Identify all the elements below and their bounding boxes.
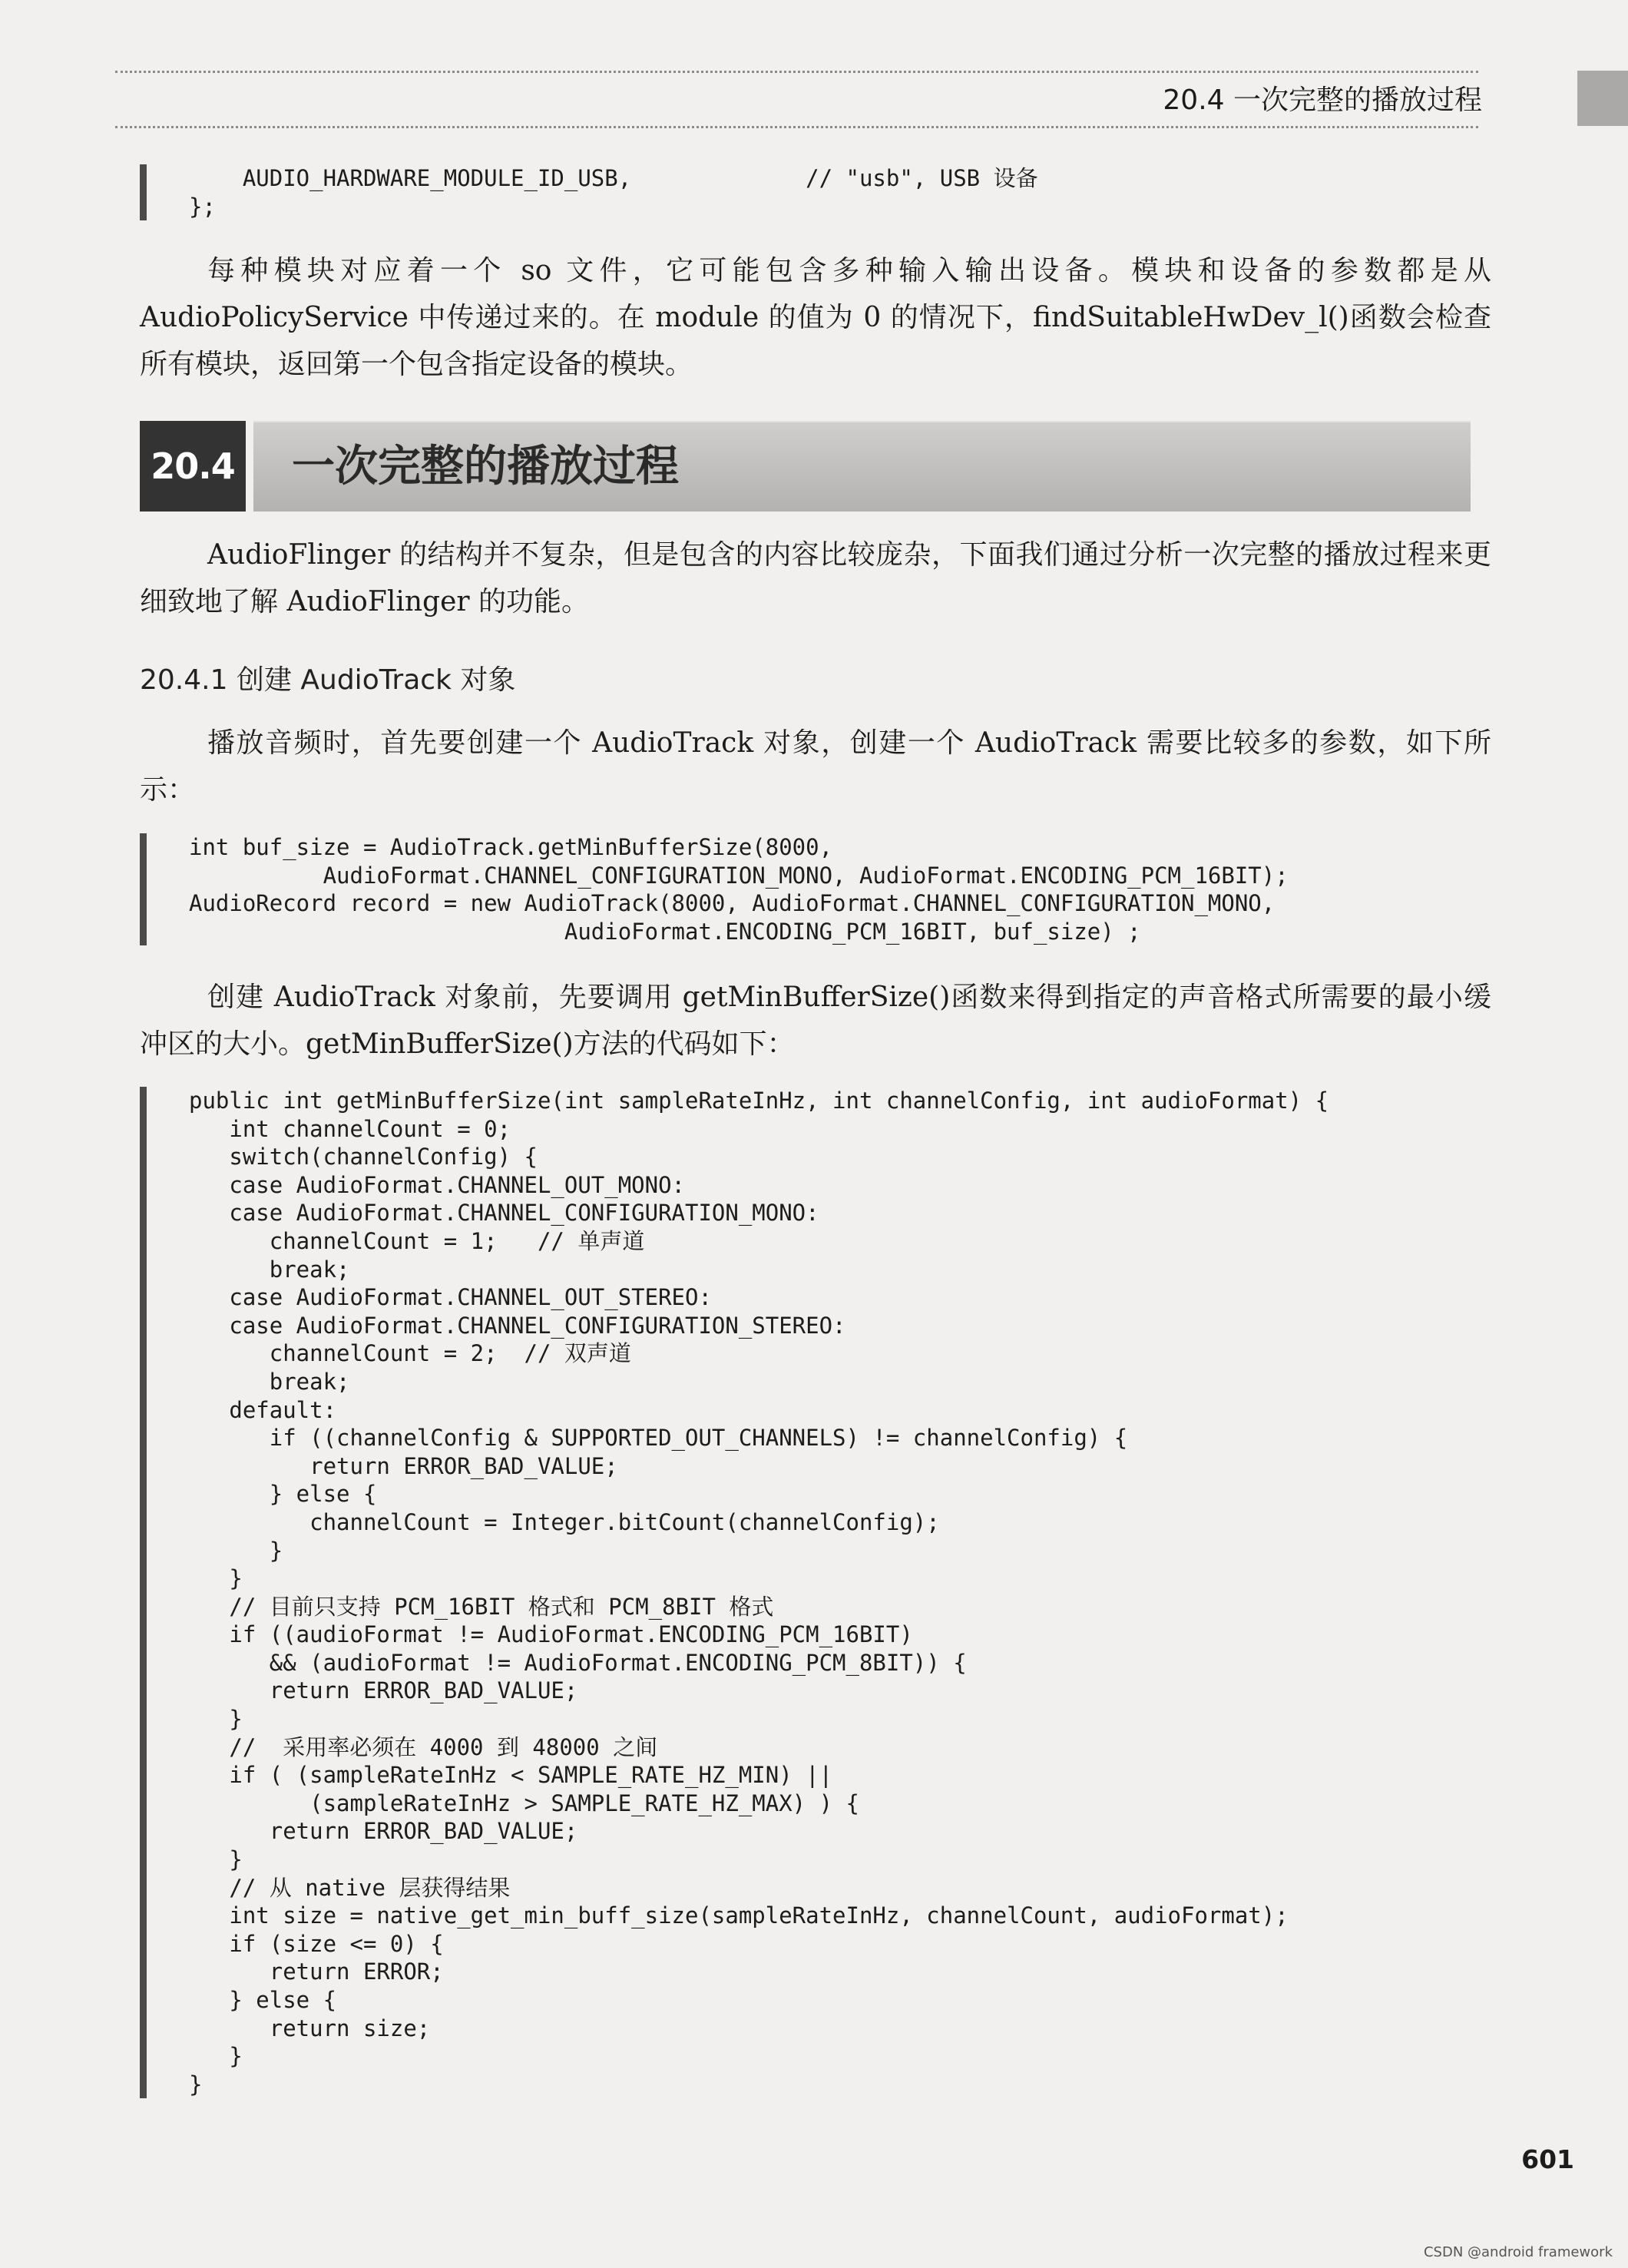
paragraph-getminbuffersize: 创建 AudioTrack 对象前，先要调用 getMinBufferSize()函数来得到指定的声音格式所需要的最小缓冲区的大小。getMinBufferSize()方法的代码如下： xyxy=(140,982,1491,1060)
paragraph-audioflinger-intro: AudioFlinger 的结构并不复杂，但是包含的内容比较庞杂，下面我们通过分析一次完整的播放过程来更细致地了解 AudioFlinger 的功能。 xyxy=(140,539,1491,617)
code-text: AUDIO_HARDWARE_MODULE_ID_USB, // "usb", USB 设备 }; xyxy=(189,165,1038,220)
subsection-heading: 20.4.1 创建 AudioTrack 对象 xyxy=(140,664,516,696)
header-rule-bottom xyxy=(115,126,1478,128)
thumb-index-tab xyxy=(1577,71,1628,126)
section-heading-banner xyxy=(140,421,1471,512)
running-header: 20.4 一次完整的播放过程 xyxy=(1163,84,1482,116)
section-number: 20.4 xyxy=(140,421,246,512)
page-number: 601 xyxy=(1521,2144,1574,2174)
code-block-getminbuffersize xyxy=(140,1087,1329,2098)
code-text: int buf_size = AudioTrack.getMinBufferSize(8000, AudioFormat.CHANNEL_CONFIGURATION_MONO, AudioFormat.ENCODING_PCM_16BIT); AudioRecord record = new AudioTrack(8000, AudioFormat.CHANNEL_CONFIGURATION_MONO, AudioFormat.ENCODING_PCM_16BIT, buf_size) ; xyxy=(189,834,1289,945)
code-block-create-audiotrack xyxy=(140,833,1289,945)
header-rule-top xyxy=(115,71,1478,73)
paragraph-module-description: 每种模块对应着一个 so 文件，它可能包含多种输入输出设备。模块和设备的参数都是从AudioPolicyService 中传递过来的。在 module 的值为 0 的情况下，findSuitableHwDev_l()函数会检查所有模块，返回第一个包含指定设备的模块。 xyxy=(140,255,1491,380)
section-title: 一次完整的播放过程 xyxy=(292,442,679,492)
watermark-text: CSDN @android framework xyxy=(1423,2244,1613,2260)
paragraph-create-audiotrack: 播放音频时，首先要创建一个 AudioTrack 对象，创建一个 AudioTrack 需要比较多的参数，如下所示： xyxy=(140,727,1491,806)
section-title-bar xyxy=(253,421,1471,512)
code-text: public int getMinBufferSize(int sampleRateInHz, int channelConfig, int audioFormat) { int channelCount = 0; switch(channelConfig) { case AudioFormat.CHANNEL_OUT_MONO: case AudioFormat.CHANNEL_CONFIGURATION_MONO: channelCount = 1; // 单声道 break; case AudioFormat.CHANNEL_OUT_STEREO: case AudioFormat.CHANNEL_CONFIGURATION_STEREO: channelCount = 2; // 双声道 break; default: if ((channelConfig & SUPPORTED_OUT_CHANNELS) != channelConfig) { return ERROR_BAD_VALUE; } else { channelCount = Integer.bitCount(channelConfig); } } // 目前只支持 PCM_16BIT 格式和 PCM_8BIT 格式 if ((audioFormat != AudioFormat.ENCODING_PCM_16BIT) && (audioFormat != AudioFormat.ENCODING_PCM_8BIT)) { return ERROR_BAD_VALUE; } // 采用率必须在 4000 到 48000 之间 if ( (sampleRateInHz < SAMPLE_RATE_HZ_MIN) || (sampleRateInHz > SAMPLE_RATE_HZ_MAX) ) { return ERROR_BAD_VALUE; } // 从 native 层获得结果 int size = native_get_min_buff_size(sampleRateInHz, channelCount, audioFormat); if (size <= 0) { return ERROR; } else { return size; } } xyxy=(189,1088,1329,2097)
code-block-usb-module xyxy=(140,164,1038,220)
